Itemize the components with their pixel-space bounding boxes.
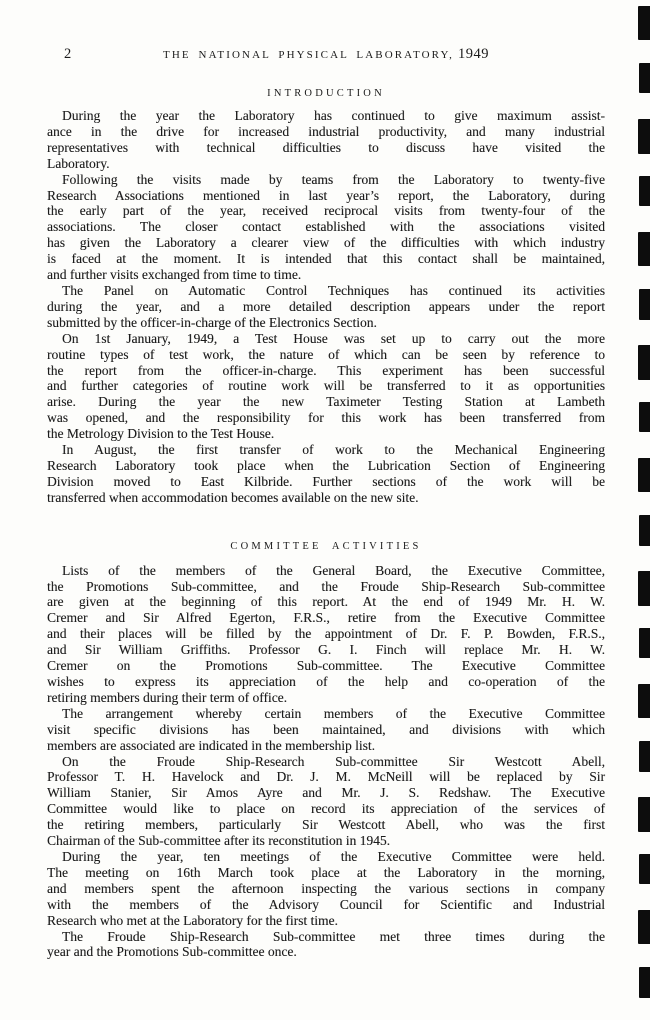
text-line: retiring members during their term of office.	[47, 689, 288, 705]
text-line: Cremer on the Promotions Sub-committee. The Executive Committee	[47, 658, 605, 674]
text-line: and their places will be filled by the appointment of Dr. F. P. Bowden, F.R.S.,	[47, 626, 605, 642]
section-heading: INTRODUCTION	[267, 88, 385, 99]
section	[47, 540, 605, 961]
text-line: visit specific divisions has been maintained, and divisions with which	[47, 721, 605, 737]
text-line: submitted by the officer-in-charge of the Electronics Section.	[47, 314, 377, 330]
scan-edge-mark	[638, 797, 650, 832]
text-line: routine types of test work, the nature of which can be seen by reference to	[47, 346, 605, 362]
paragraph	[47, 849, 605, 929]
text-line: Professor T. H. Havelock and Dr. J. M. McNeill will be replaced by Sir	[47, 769, 605, 785]
text-line: and further categories of routine work will be transferred to it as opportunities	[47, 378, 605, 394]
text-line: and Sir William Griffiths. Professor G. I. Finch will replace Mr. H. W.	[47, 642, 605, 658]
text-line: transferred when accommodation becomes available on the new site.	[47, 489, 419, 505]
text-line: with the members of the Advisory Council for Scientific and Industrial	[47, 896, 605, 912]
scan-edge-mark	[639, 402, 650, 432]
scan-edge-mark	[639, 741, 650, 772]
text-line: The arrangement whereby certain members of the Executive Committee	[62, 705, 605, 721]
text-line: arise. During the year the new Taximeter Testing Station at Lambeth	[47, 394, 605, 410]
section-heading: COMMITTEE ACTIVITIES	[230, 540, 422, 552]
text-line: was opened, and the responsibility for this work has been transferred from	[47, 410, 605, 426]
scan-edge-mark	[638, 458, 650, 492]
text-line: the early part of the year, received reciprocal visits from twenty-four of the	[47, 203, 605, 219]
text-line: Research Associations mentioned in last year’s report, the Laboratory, during	[47, 187, 605, 203]
scan-edge-mark	[638, 910, 650, 944]
paragraph	[47, 331, 605, 442]
text-line: Lists of the members of the General Board, the Executive Committee,	[62, 562, 605, 578]
paragraph	[47, 563, 605, 706]
text-line: The meeting on 16th March took place at the Laboratory in the morning,	[47, 864, 605, 880]
text-line: associations. The closer contact established with the associations visited	[47, 219, 605, 235]
text-line: members are associated are indicated in the membership list.	[47, 737, 376, 753]
paragraph	[47, 108, 605, 172]
running-year: 1949	[457, 46, 489, 62]
text-line: On the Froude Ship-Research Sub-committee Sir Westcott Abell,	[62, 753, 605, 769]
text-line: are given at the beginning of this report. At the end of 1949 Mr. H. W.	[47, 594, 605, 610]
text-line: year and the Promotions Sub-committee once.	[47, 944, 297, 960]
text-line: Following the visits made by teams from the Laboratory to twenty-five	[62, 171, 605, 187]
text-line: During the year, ten meetings of the Executive Committee were held.	[62, 848, 605, 864]
scan-edge-mark	[638, 571, 650, 606]
scan-edge-mark	[638, 232, 650, 266]
running-title	[47, 46, 605, 64]
text-line: has given the Laboratory a clearer view of the difficulties with which industry	[47, 235, 605, 251]
text-line: William Stanier, Sir Amos Ayre and Mr. J. S. Redshaw. The Executive	[47, 785, 605, 801]
page-number: 2	[64, 46, 72, 62]
running-title-text: THE NATIONAL PHYSICAL LABORATORY,	[163, 49, 454, 61]
text-line: the report from the officer-in-charge. This experiment has been successful	[47, 362, 605, 378]
text-line: In August, the first transfer of work to the Mechanical Engineering	[62, 442, 605, 458]
paragraph	[47, 442, 605, 506]
text-line: Laboratory.	[47, 155, 110, 171]
text-line: On 1st January, 1949, a Test House was set up to carry out the more	[62, 330, 605, 346]
text-line: Research who met at the Laboratory for the first time.	[47, 912, 338, 928]
text-line: during the year, and a more detailed description appears under the report	[47, 298, 605, 314]
section	[47, 87, 605, 506]
paragraph	[47, 929, 605, 961]
paragraph	[47, 172, 605, 283]
text-line: representatives with technical difficulties to discuss have visited the	[47, 139, 605, 155]
text-line: ance in the drive for increased industrial productivity, and many industrial	[47, 123, 605, 139]
scan-edge-mark	[639, 515, 650, 546]
text-line: is faced at the moment. It is intended that this contact shall be maintained,	[47, 251, 605, 267]
scan-edge-mark	[639, 63, 650, 93]
text-line: the retiring members, particularly Sir Westcott Abell, who was the first	[47, 817, 605, 833]
scan-edge-mark	[638, 345, 650, 380]
page-content	[47, 46, 605, 960]
scan-edge-mark	[639, 176, 650, 206]
scan-edge-mark	[639, 289, 650, 320]
paragraph	[47, 706, 605, 754]
paragraph	[47, 283, 605, 331]
text-line: Chairman of the Sub-committee after its reconstitution in 1945.	[47, 833, 391, 849]
text-line: Research Laboratory took place when the Lubrication Section of Engineering	[47, 457, 605, 473]
scan-edge-mark	[639, 967, 650, 998]
text-line: Division moved to East Kilbride. Further sections of the work will be	[47, 473, 605, 489]
text-line: and further visits exchanged from time to time.	[47, 267, 302, 283]
text-line: and members spent the afternoon inspecting the various sections in company	[47, 880, 605, 896]
text-line: the Promotions Sub-committee, and the Froude Ship-Research Sub-committee	[47, 578, 605, 594]
text-line: wishes to express its appreciation of the help and co-operation of the	[47, 674, 605, 689]
scan-edge-mark	[638, 119, 650, 154]
scan-edge-mark	[638, 6, 650, 40]
scan-edge-mark	[638, 684, 650, 718]
sections	[47, 87, 605, 960]
running-header	[47, 46, 605, 63]
text-line: During the year the Laboratory has continued to give maximum assist-	[62, 108, 605, 123]
scan-edge-mark	[639, 854, 650, 884]
text-line: Committee would like to place on record its appreciation of the services of	[47, 801, 605, 817]
text-line: Cremer and Sir Alfred Egerton, F.R.S., retire from the Executive Committee	[47, 610, 605, 626]
text-line: The Panel on Automatic Control Techniques has continued its activities	[62, 282, 605, 298]
text-line: The Froude Ship-Research Sub-committee met three times during the	[62, 928, 605, 944]
scan-edge-mark	[639, 628, 650, 658]
text-line: the Metrology Division to the Test House.	[47, 426, 275, 442]
paragraph	[47, 754, 605, 849]
